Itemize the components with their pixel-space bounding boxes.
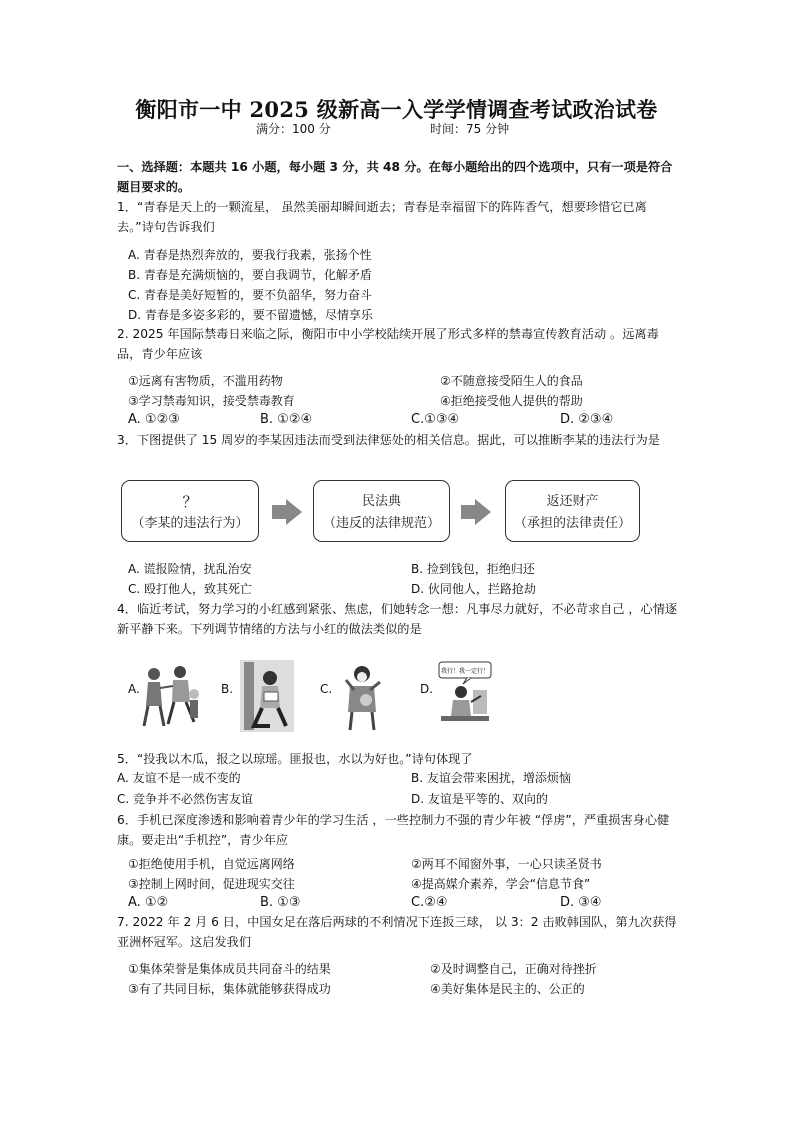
exam-title: 衡阳市一中 2025 级新高一入学学情调查考试政治试卷 — [135, 97, 658, 122]
q5-option-c: C. 竞争并不必然伤害友谊 — [117, 792, 254, 806]
q4-option-d-label: D. — [420, 682, 434, 696]
q2-option-b: B. ①②④ — [260, 412, 313, 427]
q3-option-c: C. 殴打他人，致其死亡 — [128, 582, 253, 596]
q4-stem: 4．临近考试，努力学习的小红感到紧张、焦虑，们她转念一想：凡事尽力就好，不必苛求自己 ，心情逐新平静下来。下列调节情绪的方法与小红的做法类似的是 — [117, 602, 678, 636]
q2-item-1: ①远离有害物质，不滥用药物 — [128, 374, 283, 388]
q7-stem: 7. 2022 年 2 月 6 日，中国女足在落后两球的不利情况下连扳三球， 以 3：2 击败韩国队，第九次获得亚洲杯冠军。这启发我们 — [117, 915, 677, 949]
q6-item-3: ③控制上网时间，促进现实交往 — [128, 877, 295, 891]
flow-box-law-top: 民法典 — [361, 494, 401, 509]
q2-option-d: D. ②③④ — [560, 412, 614, 427]
q2-option-c: C.①③④ — [411, 412, 460, 427]
q7-item-2: ②及时调整自己，正确对待挫折 — [430, 962, 597, 976]
q4-option-d-bubble: 我行！我一定行！ — [440, 668, 490, 675]
q2-item-4: ④拒绝接受他人提供的帮助 — [440, 394, 583, 408]
flow-box-law-bottom: （违反的法律规范） — [322, 516, 440, 531]
q3-stem: 3．下图提供了 15 周岁的李某因违法而受到法律惩处的相关信息。据此，可以推断李某的违法行为是 — [117, 433, 660, 447]
q2-item-2: ②不随意接受陌生人的食品 — [440, 374, 583, 388]
flow-box-violation-top: ？ — [182, 493, 198, 511]
q6-item-2: ②两耳不闻窗外事，一心只读圣贤书 — [411, 857, 602, 871]
q6-option-c: C.②④ — [411, 895, 448, 910]
q4-option-a-image — [140, 660, 202, 732]
full-score: 满分：100 分 — [256, 122, 331, 136]
flow-box-violation-bottom: （李某的违法行为） — [131, 516, 249, 531]
q3-option-a: A. 谎报险情，扰乱治安 — [128, 562, 252, 576]
q4-option-b-label: B. — [221, 682, 234, 696]
flow-box-violation — [121, 480, 259, 542]
q1-option-b: B. 青春是充满烦恼的，要自我调节，化解矛盾 — [128, 268, 372, 282]
q4-option-a-label: A. — [128, 682, 140, 696]
flow-box-liability-top: 返还财产 — [546, 494, 599, 509]
q7-item-1: ①集体荣誉是集体成员共同奋斗的结果 — [128, 962, 331, 976]
q1-option-c: C. 青春是美好短暂的，要不负韶华，努力奋斗 — [128, 288, 373, 302]
q4-option-c-image — [338, 660, 388, 732]
q3-option-b: B. 捡到钱包，拒绝归还 — [411, 562, 535, 576]
flow-box-liability — [505, 480, 640, 542]
q1-option-a: A. 青春是热烈奔放的，要我行我素，张扬个性 — [128, 248, 372, 262]
q6-item-4: ④提高媒介素养，学会“信息节食” — [411, 877, 591, 891]
q5-option-a: A. 友谊不是一成不变的 — [117, 771, 241, 785]
q5-option-b: B. 友谊会带来困扰，增添烦恼 — [411, 771, 571, 785]
q4-option-c-label: C. — [320, 682, 333, 696]
q6-option-b: B. ①③ — [260, 895, 301, 910]
q6-item-1: ①拒绝使用手机，自觉远离网络 — [128, 857, 295, 871]
q2-option-a: A. ①②③ — [128, 412, 180, 427]
exam-time: 时间：75 分钟 — [430, 122, 510, 136]
q1-stem: 1．“青春是天上的一颗流星， 虽然美丽却瞬间逝去；青春是幸福留下的阵阵香气，想要珍惜它已离去。”诗句告诉我们 — [117, 200, 647, 234]
q2-item-3: ③学习禁毒知识，接受禁毒教育 — [128, 394, 295, 408]
q5-option-d: D. 友谊是平等的、双向的 — [411, 792, 548, 806]
q6-option-a: A. ①② — [128, 895, 169, 910]
q5-stem: 5．“投我以木瓜，报之以琼瑶。匪报也，水以为好也。”诗句体现了 — [117, 752, 473, 766]
flow-box-liability-bottom: （承担的法律责任） — [513, 516, 631, 531]
q3-option-d: D. 伙同他人，拦路抢劫 — [411, 582, 536, 596]
q6-option-d: D. ③④ — [560, 895, 602, 910]
q2-stem: 2. 2025 年国际禁毒日来临之际，衡阳市中小学校陆续开展了形式多样的禁毒宣传教育活动 。远离毒品，青少年应该 — [117, 327, 659, 361]
flow-box-law — [313, 480, 450, 542]
q7-item-3: ③有了共同目标，集体就能够获得成功 — [128, 982, 331, 996]
q6-stem: 6．手机已深度渗透和影响着青少年的学习生活 ，一些控制力不强的青少年被 “俘虏”，严重损害身心健康。要走出“手机控”，青少年应 — [117, 813, 670, 847]
q1-option-d: D. 青春是多姿多彩的，要不留遗憾，尽情享乐 — [128, 308, 373, 322]
q4-option-b-image — [240, 660, 294, 732]
section-heading: 一、选择题：本题共 16 小题，每小题 3 分，共 48 分。在每小题给出的四个选项中，只有一项是符合题目要求的。 — [117, 160, 673, 194]
q7-item-4: ④美好集体是民主的、公正的 — [430, 982, 585, 996]
q4-option-d-image — [437, 660, 493, 732]
